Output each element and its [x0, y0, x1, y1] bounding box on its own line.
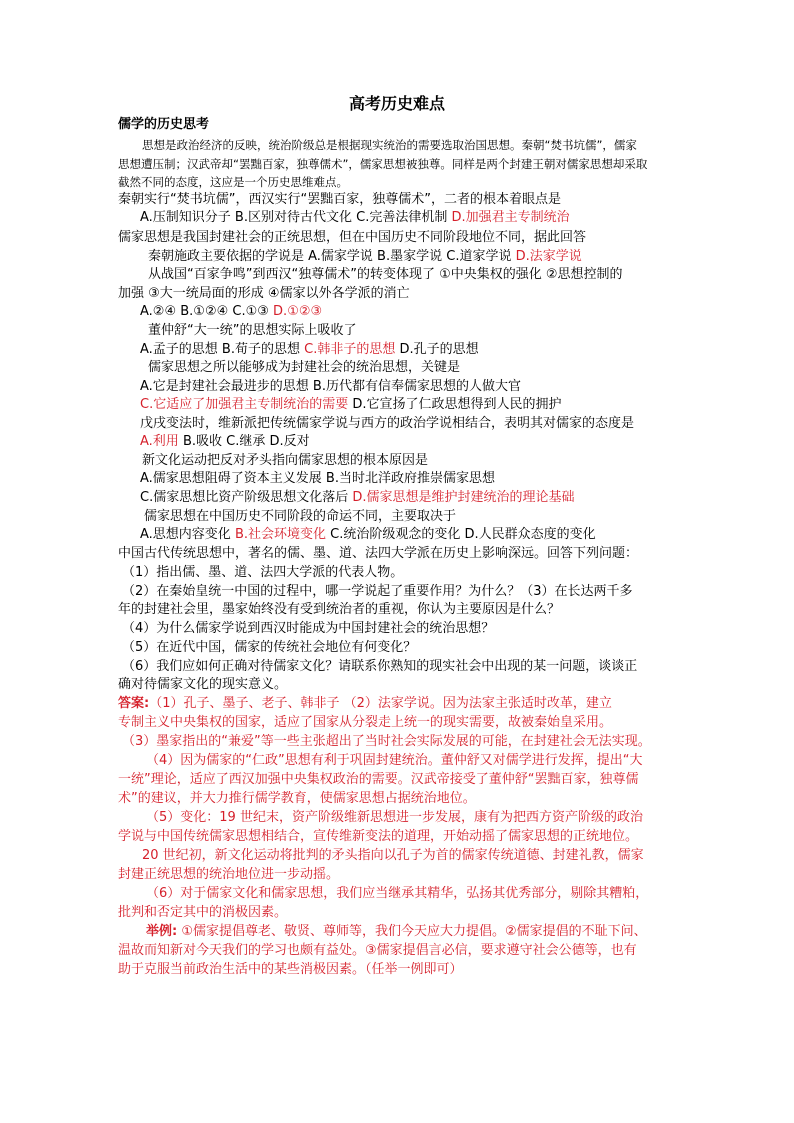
- answer-4c: 术”的建议，并大力推行儒学教育，使儒家思想占据统治地位。: [118, 791, 476, 806]
- question-10-sub-6b: 确对待儒家文化的现实意义。: [118, 677, 288, 692]
- question-8-option-ab: A.儒家思想阻碍了资本主义发展 B.当时北洋政府推崇儒家思想: [140, 471, 495, 486]
- question-7-choices: B.吸收 C.继承 D.反对: [178, 434, 310, 449]
- question-9-option-rest: C.统治阶级观念的变化 D.人民群众态度的变化: [326, 527, 596, 542]
- answer-5c: 20 世纪初，新文化运动将批判的矛头指向以孔子为首的儒家传统道德、封建礼教，儒家: [142, 848, 644, 863]
- example-text-1: ①儒家提倡尊老、敬贤、尊师等，我们今天应大力提倡。②儒家提倡的不耻下问、: [177, 924, 647, 939]
- question-3-stem: 秦朝施政主要依据的学说是 A.儒家学说 B.墨家学说 C.道家学说: [148, 249, 516, 264]
- question-1-answer: D.加强君主专制统治: [451, 210, 570, 225]
- answer-3: （3）墨家指出的“兼爱”等一些主张超出了当时社会实际发展的可能，在封建社会无法实现。: [122, 734, 651, 749]
- intro-line-3: 截然不同的态度，这应是一个历史思维难点。: [118, 175, 348, 189]
- answer-4a: （4）因为儒家的“仁政”思想有利于巩固封建统治。董仲舒又对儒学进行发挥，提出“大: [146, 753, 643, 768]
- question-10-sub-2b: 年的封建社会里，墨家始终没有受到统治者的重视，你认为主要原因是什么？: [118, 602, 561, 617]
- section-heading: 儒学的历史思考: [118, 117, 210, 132]
- question-9-stem: 儒家思想在中国历史不同阶段的命运不同，主要取决于: [144, 509, 457, 524]
- question-9-answer: B.社会环境变化: [234, 527, 326, 542]
- question-10-stem: 中国古代传统思想中，著名的儒、墨、道、法四大学派在历史上影响深远。回答下列问题：: [118, 546, 639, 561]
- question-8-answer: D.儒家思想是维护封建统治的理论基础: [352, 490, 575, 505]
- question-5-options: [140, 341, 479, 359]
- question-10-sub-1: （1）指出儒、墨、道、法四大学派的代表人物。: [122, 565, 404, 580]
- question-10-sub-5: （5）在近代中国，儒家的传统社会地位有何变化？: [122, 640, 417, 655]
- question-4-options: [140, 303, 322, 321]
- question-8-option-c: C.儒家思想比资产阶级思想文化落后: [140, 490, 353, 505]
- page-title: 高考历史难点: [348, 94, 445, 113]
- question-8-stem: 新文化运动把反对矛头指向儒家思想的根本原因是: [142, 453, 429, 468]
- question-7-options: [140, 433, 310, 451]
- answer-5b: 学说与中国传统儒家思想相结合，宣传维新变法的道理，开始动摇了儒家思想的正统地位。: [118, 829, 639, 844]
- answer-4b: 一统”理论，适应了西汉加强中央集权政治的需要。汉武帝接受了董仲舒“罢黜百家，独尊儒: [118, 772, 639, 787]
- answer-line-1: [118, 695, 612, 713]
- example-label: 举例:: [146, 924, 178, 939]
- question-6-stem: 儒家思想之所以能够成为封建社会的统治思想，关键是: [148, 360, 461, 375]
- intro-line-2: 思想遭压制；汉武帝却“罢黜百家，独尊儒术”，儒家思想被独尊。同样是两个封建王朝对儒家思想却采取: [118, 157, 648, 171]
- question-10-sub-6a: （6）我们应如何正确对待儒家文化？请联系你熟知的现实社会中出现的某一问题，谈谈正: [122, 659, 638, 674]
- question-6-answer: C.它适应了加强君主专制统治的需要: [140, 397, 349, 412]
- question-10-sub-2a: （2）在秦始皇统一中国的过程中，哪一学说起了重要作用？为什么？（3）在长达两千多: [122, 584, 633, 599]
- question-4-stem-2: 加强 ③大一统局面的形成 ④儒家以外各学派的消亡: [118, 286, 410, 301]
- example-line-1: [146, 923, 647, 941]
- question-4-stem-1: 从战国“百家争鸣”到西汉“独尊儒术”的转变体现了 ①中央集权的强化 ②思想控制的: [148, 267, 623, 282]
- example-line-2: 温故而知新对今天我们的学习也颇有益处。③儒家提倡言必信，要求遵守社会公德等，也有: [118, 943, 637, 958]
- question-6-option-d: D.它宣扬了仁政思想得到人民的拥护: [348, 397, 562, 412]
- example-line-3: 助于克服当前政治生活中的某些消极因素。（任举一例即可）: [118, 962, 463, 977]
- question-5-answer: C.韩非子的思想: [304, 342, 396, 357]
- question-7-stem: 戊戌变法时，维新派把传统儒家学说与西方的政治学说相结合，表明其对儒家的态度是: [140, 416, 635, 431]
- question-1-options: [140, 209, 570, 227]
- answer-5a: （5）变化：19 世纪末，资产阶级维新思想进一步发展，康有为把西方资产阶级的政治: [146, 810, 643, 825]
- question-2-stem: 儒家思想是我国封建社会的正统思想，但在中国历史不同阶段地位不同，据此回答: [118, 230, 587, 245]
- question-4-answer: D.①②③: [273, 304, 323, 319]
- answer-1-2: （1）孔子、墨子、老子、韩非子 （2）法家学说。因为法家主张适时改革，建立: [149, 696, 612, 711]
- answer-6b: 批判和否定其中的消极因素。: [118, 905, 288, 920]
- answer-line-2: 专制主义中央集权的国家，适应了国家从分裂走上统一的现实需要，故被秦始皇采用。: [118, 715, 613, 730]
- question-7-answer: A.利用: [140, 434, 179, 449]
- question-9-options: [140, 526, 596, 544]
- question-5-stem: 董仲舒“大一统”的思想实际上吸收了: [148, 323, 357, 338]
- answer-6a: （6）对于儒家文化和儒家思想，我们应当继承其精华，弘扬其优秀部分，剔除其糟粕，: [146, 886, 649, 901]
- question-5-choices-a: A.孟子的思想 B.荀子的思想: [140, 342, 305, 357]
- question-1-choices: A.压制知识分子 B.区别对待古代文化 C.完善法律机制: [140, 210, 452, 225]
- question-8-option-cd: [140, 489, 575, 507]
- answer-label: 答案:: [118, 696, 150, 711]
- question-4-choices: A.②④ B.①②④ C.①③: [140, 304, 274, 319]
- answer-5d: 封建正统思想的统治地位进一步动摇。: [118, 867, 340, 882]
- intro-line-1: 思想是政治经济的反映，统治阶级总是根据现实统治的需要选取治国思想。秦朝“焚书坑儒”，儒家: [142, 138, 637, 152]
- question-10-sub-4: （4）为什么儒家学说到西汉时能成为中国封建社会的统治思想？: [122, 621, 495, 636]
- question-5-choices-b: D.孔子的思想: [395, 342, 479, 357]
- question-9-option-a: A.思想内容变化: [140, 527, 235, 542]
- question-3-answer: D.法家学说: [515, 249, 582, 264]
- question-3: [148, 248, 582, 266]
- question-6-option-cd: [140, 396, 562, 414]
- question-1-stem: 秦朝实行“焚书坑儒”，西汉实行“罢黜百家，独尊儒术”，二者的根本着眼点是: [118, 192, 561, 207]
- question-6-option-ab: A.它是封建社会最进步的思想 B.历代都有信奉儒家思想的人做大官: [140, 379, 521, 394]
